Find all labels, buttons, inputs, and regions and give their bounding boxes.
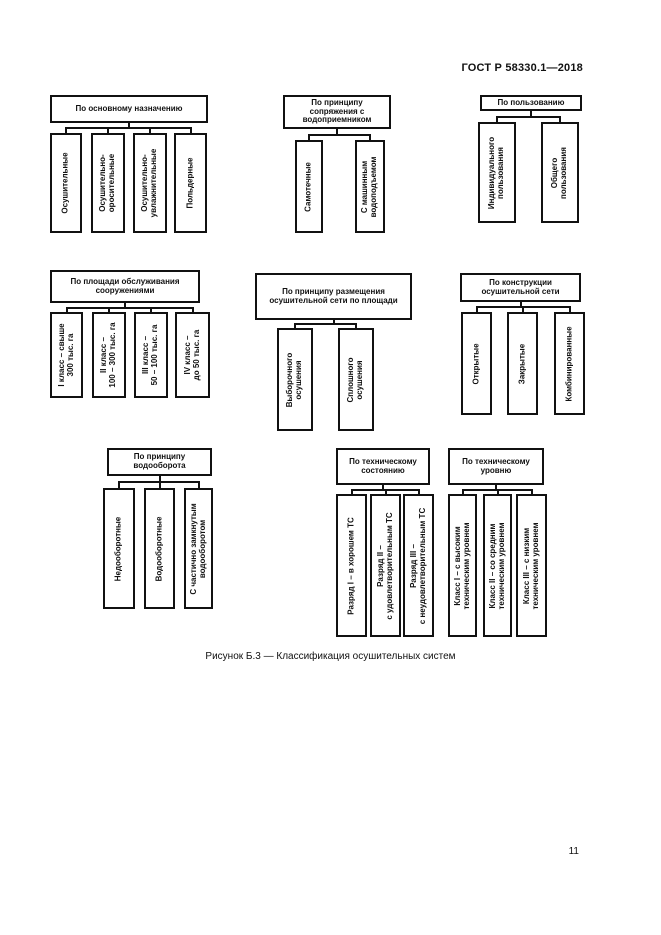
- category-box: [144, 488, 175, 609]
- category-label-line: Закрытые: [517, 343, 527, 384]
- category-label-line: Разряд III –: [408, 543, 418, 588]
- category-label-line: осушения: [294, 359, 303, 400]
- category-label: [286, 352, 304, 407]
- category-label: [186, 158, 195, 209]
- category-label-line: Польдерные: [185, 157, 195, 209]
- category-box: [103, 488, 135, 609]
- category-label-line: водоподъемом: [369, 156, 378, 217]
- group-title: По конструкции осушительной сети: [481, 277, 560, 296]
- category-box: [277, 328, 313, 431]
- category-label: [305, 162, 314, 212]
- category-label: [551, 147, 569, 199]
- group-title: По площади обслуживания сооружениями: [70, 276, 180, 295]
- category-label-line: техническим уровнем: [530, 521, 540, 610]
- category-label-line: Класс I – с высоким: [452, 525, 462, 606]
- category-box: [516, 494, 547, 637]
- category-label-line: с неудовлетворительным ТС: [417, 507, 427, 624]
- category-box: [133, 133, 167, 233]
- category-label-line: Осушительно-: [140, 154, 150, 212]
- group-title: По основному назначению: [75, 103, 183, 113]
- category-label: [523, 522, 541, 609]
- category-label: [155, 516, 164, 581]
- category-label-line: пользования: [496, 146, 505, 199]
- category-label: [377, 512, 395, 619]
- category-label-line: 300 тыс. га: [65, 333, 75, 377]
- category-label-line: Водооборотные: [154, 516, 164, 581]
- category-box: [175, 312, 210, 398]
- category-label-line: Недооборотные: [113, 516, 123, 581]
- category-box: [370, 494, 401, 637]
- category-label: [100, 322, 118, 387]
- category-box: [134, 312, 168, 398]
- group-title-box: [50, 270, 200, 303]
- category-label: [361, 156, 379, 217]
- group-title: По техническому состоянию: [349, 456, 417, 475]
- document-header: ГОСТ Р 58330.1—2018: [461, 62, 583, 74]
- category-label: [454, 522, 472, 609]
- category-label-line: пользования: [559, 146, 568, 199]
- group-title: По принципу водооборота: [133, 452, 186, 470]
- category-label-line: Класс II – со средним: [487, 523, 497, 608]
- category-label: [184, 330, 202, 381]
- category-label-line: I класс – свыше: [56, 323, 66, 387]
- category-label: [142, 325, 160, 386]
- connector-line: [65, 127, 192, 129]
- group-title-box: [336, 448, 430, 485]
- group-title-box: [448, 448, 544, 485]
- category-label-line: 50 – 100 тыс. га: [150, 324, 159, 386]
- category-label-line: IV класс –: [182, 335, 192, 375]
- category-label: [99, 154, 117, 212]
- category-label: [489, 522, 507, 609]
- category-box: [338, 328, 374, 431]
- category-label: [565, 326, 574, 401]
- group-title-box: [480, 95, 582, 111]
- category-label-line: Сплошного: [346, 357, 356, 402]
- category-label-line: осушения: [355, 359, 364, 400]
- category-box: [507, 312, 538, 415]
- category-label: [347, 517, 356, 615]
- category-label-line: водооборотом: [197, 519, 207, 578]
- group-title: По принципу размещения осушительной сети по площади: [269, 286, 398, 305]
- category-label: [62, 152, 71, 213]
- category-box: [50, 133, 82, 233]
- category-box: [355, 140, 385, 233]
- category-label: [347, 357, 365, 402]
- group-title-box: [460, 273, 581, 302]
- category-label: [190, 503, 208, 594]
- category-box: [483, 494, 512, 637]
- figure-caption: Рисунок Б.3 — Классификация осушительных систем: [205, 651, 456, 662]
- group-title-box: [107, 448, 212, 476]
- category-label-line: 100 – 300 тыс. га: [108, 322, 117, 388]
- category-label: [410, 507, 428, 623]
- category-label: [58, 323, 76, 386]
- group-title-box: [50, 95, 208, 123]
- category-box: [92, 312, 126, 398]
- category-box: [50, 312, 83, 398]
- category-label-line: с удовлетворительным ТС: [384, 511, 394, 620]
- category-label: [472, 343, 481, 384]
- category-label-line: Открытые: [471, 342, 481, 385]
- category-label-line: техническим уровнем: [496, 521, 506, 610]
- category-label: [115, 516, 124, 581]
- category-label-line: С частично замкнутым: [188, 502, 198, 595]
- category-label-line: Осушительно-: [98, 154, 108, 212]
- category-label-line: Разряд I – в хорошем ТС: [346, 516, 356, 615]
- category-box: [91, 133, 125, 233]
- category-label: [141, 149, 159, 218]
- category-label-line: II класс –: [99, 337, 109, 373]
- category-label-line: до 50 тыс. га: [191, 329, 201, 381]
- category-label-line: Разряд II –: [375, 544, 385, 587]
- connector-line: [496, 116, 561, 118]
- category-box: [403, 494, 434, 637]
- group-title: По пользованию: [497, 97, 565, 107]
- category-box: [184, 488, 213, 609]
- category-box: [554, 312, 585, 415]
- category-label-line: С машинным: [360, 160, 370, 213]
- category-box: [336, 494, 367, 637]
- category-box: [174, 133, 207, 233]
- group-title-box: [255, 273, 412, 320]
- category-label: [488, 136, 506, 208]
- category-label-line: Выборочного: [285, 352, 295, 407]
- group-title: По принципу сопряжения с водоприемником: [302, 97, 372, 125]
- page-number: 11: [568, 846, 579, 857]
- connector-line: [66, 307, 194, 309]
- category-label-line: Осушительные: [60, 152, 70, 214]
- category-label-line: техническим уровнем: [461, 521, 471, 610]
- category-label-line: Самотечные: [303, 161, 313, 212]
- category-label-line: увлажнительные: [149, 148, 158, 218]
- category-label-line: Класс III – с низким: [521, 527, 531, 604]
- group-title: По техническому уровню: [462, 456, 530, 475]
- category-label-line: Общего: [550, 157, 560, 188]
- connector-line: [308, 134, 371, 136]
- group-title-box: [283, 95, 391, 129]
- category-box: [461, 312, 492, 415]
- connector-line: [294, 323, 357, 325]
- category-box: [295, 140, 323, 233]
- category-label-line: Индивидуального: [487, 136, 497, 209]
- category-box: [448, 494, 477, 637]
- category-box: [541, 122, 579, 223]
- category-label-line: III класс –: [141, 335, 151, 375]
- category-box: [478, 122, 516, 223]
- category-label-line: Комбинированные: [564, 325, 574, 402]
- category-label-line: оросительные: [107, 153, 116, 213]
- category-label: [518, 343, 527, 383]
